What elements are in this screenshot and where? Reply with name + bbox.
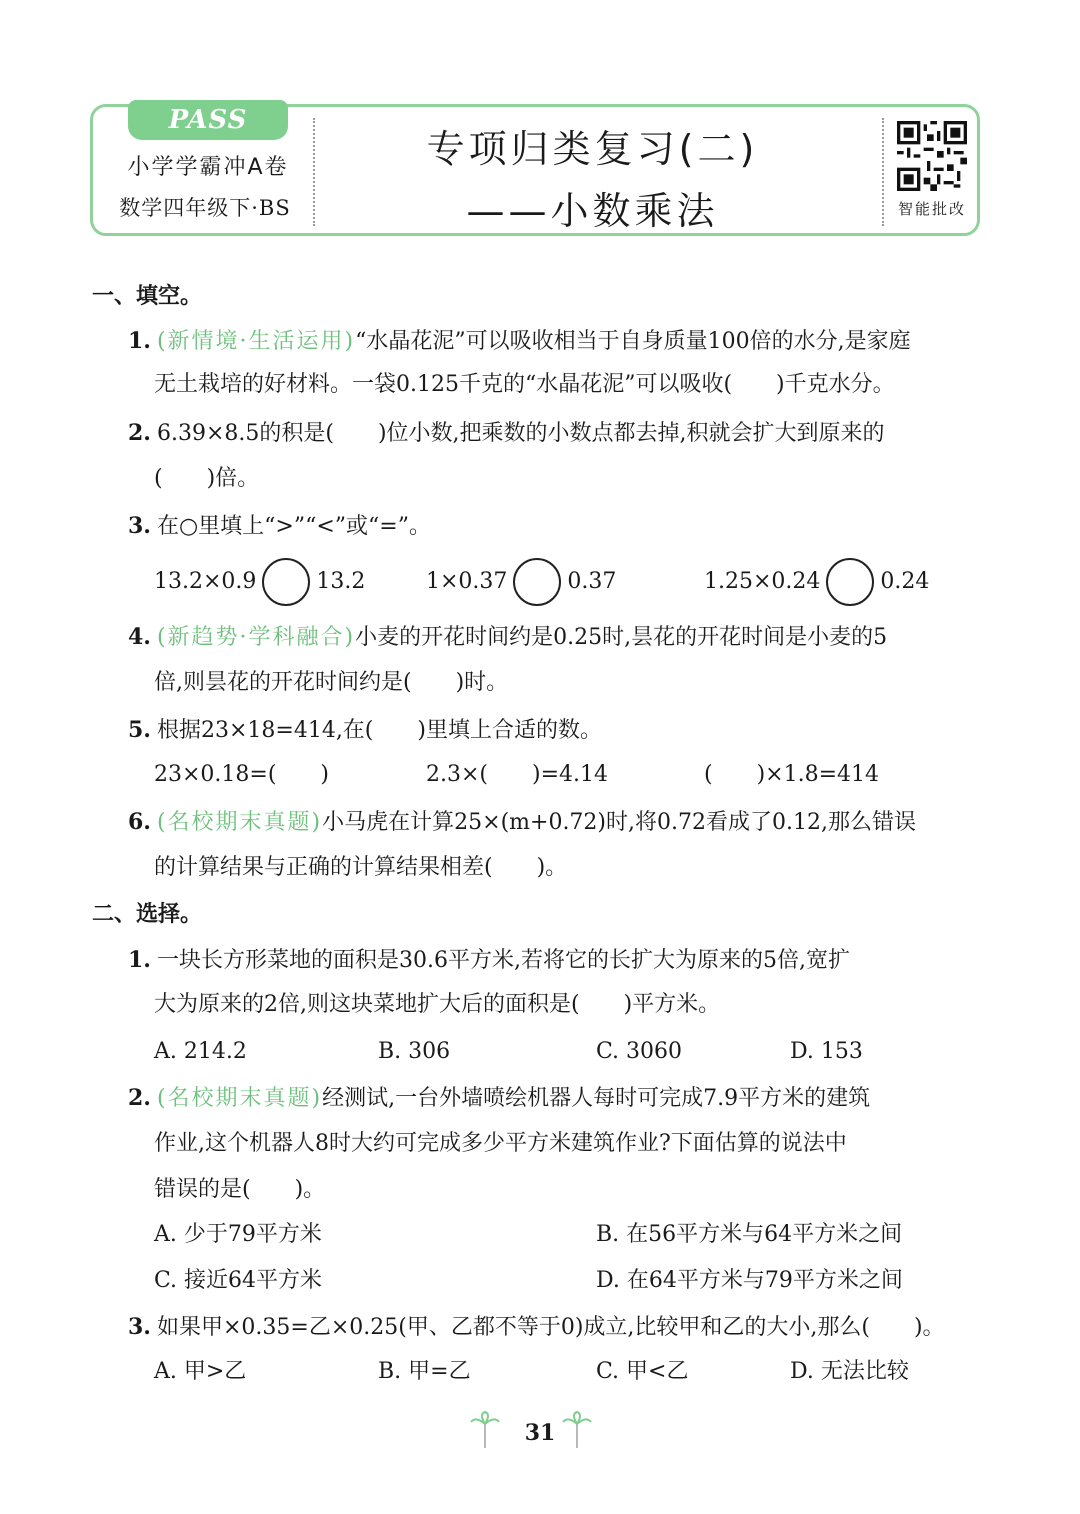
question-text: 一块长方形菜地的面积是30.6平方米,若将它的长扩大为原来的5倍,宽扩 <box>156 948 850 973</box>
question-text: 如果甲×0.35=乙×0.25(甲、乙都不等于0)成立,比较甲和乙的大小,那么( )。 <box>156 1315 945 1340</box>
page-title: 专项归类复习(二) <box>426 127 759 171</box>
question-text: 6.39×8.5的积是( )位小数,把乘数的小数点都去掉,积就会扩大到原来的 <box>156 421 885 446</box>
fill-item: 2.3×( )=4.14 <box>426 762 609 787</box>
qr-code-icon[interactable] <box>897 121 967 191</box>
question-1-2 <box>128 418 885 449</box>
answer-circle[interactable] <box>826 558 874 606</box>
question-number: 6. <box>128 809 151 835</box>
question-2-1 <box>128 945 850 976</box>
question-text-cont: ( )倍。 <box>154 466 260 491</box>
question-text: 小麦的开花时间约是0.25时,昙花的开花时间是小麦的5 <box>355 625 888 650</box>
question-1-5 <box>128 715 602 746</box>
question-text-cont: 无土栽培的好材料。一袋0.125千克的“水晶花泥”可以吸收( )千克水分。 <box>154 372 895 397</box>
option-d[interactable]: D. 153 <box>790 1039 863 1064</box>
option-b[interactable]: B. 甲=乙 <box>378 1359 471 1384</box>
question-2-2 <box>128 1083 870 1114</box>
page-number: 31 <box>524 1420 556 1446</box>
palm-tree-icon <box>470 1410 500 1450</box>
expression-right: 13.2 <box>316 569 366 594</box>
question-1-4 <box>128 622 887 653</box>
question-text: “水晶花泥”可以吸收相当于自身质量100倍的水分,是家庭 <box>355 329 911 354</box>
section-fill-title: 一、填空。 <box>92 284 203 309</box>
option-c[interactable]: C. 甲<乙 <box>596 1359 689 1384</box>
option-d[interactable]: D. 在64平方米与79平方米之间 <box>596 1268 903 1293</box>
palm-tree-icon <box>562 1410 592 1450</box>
question-text: 小马虎在计算25×(m+0.72)时,将0.72看成了0.12,那么错误 <box>322 810 916 835</box>
subject-grade: 数学四年级下·BS <box>119 196 291 220</box>
answer-circle[interactable] <box>513 558 561 606</box>
option-c[interactable]: C. 3060 <box>596 1039 683 1064</box>
question-number: 2. <box>128 420 151 446</box>
qr-label: 智能批改 <box>897 200 966 218</box>
option-b[interactable]: B. 在56平方米与64平方米之间 <box>596 1222 903 1247</box>
option-a[interactable]: A. 甲>乙 <box>154 1359 247 1384</box>
question-2-3 <box>128 1312 945 1343</box>
question-number: 2. <box>128 1085 151 1111</box>
section-choice-title: 二、选择。 <box>92 902 203 927</box>
question-number: 4. <box>128 624 151 650</box>
question-text: 在○里填上“>”“<”或“=”。 <box>156 514 431 539</box>
answer-circle[interactable] <box>262 558 310 606</box>
question-number: 5. <box>128 717 151 743</box>
question-text-cont: 的计算结果与正确的计算结果相差( )。 <box>154 855 568 880</box>
question-1-3 <box>128 511 431 542</box>
expression-left: 1.25×0.24 <box>704 569 821 594</box>
expression-right: 0.24 <box>880 569 930 594</box>
question-number: 3. <box>128 1314 151 1340</box>
option-c[interactable]: C. 接近64平方米 <box>154 1268 323 1293</box>
question-1-6 <box>128 807 916 838</box>
page-subtitle: ——小数乘法 <box>466 189 719 233</box>
compare-item-2 <box>426 558 616 606</box>
compare-item-3 <box>704 558 929 606</box>
compare-item-1 <box>154 558 365 606</box>
question-tag: (新情境·生活运用) <box>156 329 356 354</box>
option-a[interactable]: A. 少于79平方米 <box>154 1222 322 1247</box>
fill-item: 23×0.18=( ) <box>154 762 330 787</box>
question-text: 根据23×18=414,在( )里填上合适的数。 <box>156 718 602 743</box>
pass-logo: PASS <box>128 100 288 140</box>
question-tag: (新趋势·学科融合) <box>156 625 356 650</box>
header-divider-right <box>882 118 884 226</box>
question-text: 经测试,一台外墙喷绘机器人每时可完成7.9平方米的建筑 <box>322 1086 871 1111</box>
question-text-cont: 大为原来的2倍,则这块菜地扩大后的面积是( )平方米。 <box>154 992 721 1017</box>
question-number: 3. <box>128 513 151 539</box>
question-tag: (名校期末真题) <box>156 810 323 835</box>
series-name: 小学学霸冲A卷 <box>127 155 289 180</box>
question-text-cont: 错误的是( )。 <box>154 1177 326 1202</box>
option-a[interactable]: A. 214.2 <box>154 1039 247 1064</box>
expression-left: 13.2×0.9 <box>154 569 257 594</box>
fill-item: ( )×1.8=414 <box>704 762 880 787</box>
expression-left: 1×0.37 <box>426 569 508 594</box>
question-number: 1. <box>128 328 151 354</box>
expression-right: 0.37 <box>567 569 617 594</box>
option-d[interactable]: D. 无法比较 <box>790 1359 909 1384</box>
question-number: 1. <box>128 947 151 973</box>
option-b[interactable]: B. 306 <box>378 1039 451 1064</box>
question-text-cont: 倍,则昙花的开花时间约是( )时。 <box>154 670 509 695</box>
question-1-1 <box>128 326 911 357</box>
question-text-cont: 作业,这个机器人8时大约可完成多少平方米建筑作业?下面估算的说法中 <box>154 1131 847 1156</box>
question-tag: (名校期末真题) <box>156 1086 323 1111</box>
